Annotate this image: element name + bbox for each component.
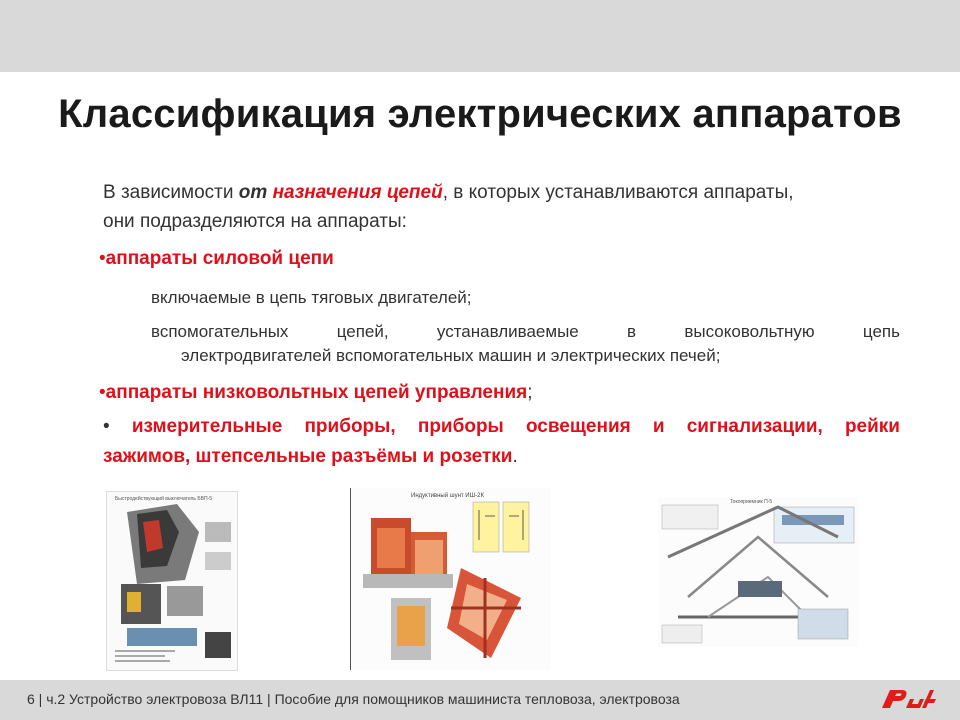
inductive-shunt-drawing-icon [351,488,551,670]
top-band [0,0,960,72]
pantograph-drawing-image [658,497,858,647]
subitem-aux-line1: вспомогательных цепей, устанавливаемые в высоковольтную цепь [151,322,900,341]
image-caption: Токоприемник П-5 [730,499,773,505]
image-caption: Быстродействующий выключатель БВП-5 [115,496,213,502]
inductive-shunt-drawing-image [350,488,551,670]
bullet-suffix: ; [527,382,533,403]
bullet-low-voltage [99,380,900,406]
intro-part1: В зависимости [103,182,239,203]
bullet-marker: • [103,416,132,437]
bullet-text: аппараты силовой цепи [105,248,334,269]
bullet-instruments-line2 [103,442,900,472]
bullet-power-circuit [99,246,900,272]
slide-body [99,178,900,472]
circuit-breaker-drawing-icon [107,492,237,670]
footer-text: 6 | ч.2 Устройство электровоза ВЛ11 | Пособие для помощников машиниста тепловоза, электровоза [27,691,680,707]
pantograph-drawing-icon [658,497,858,647]
subitem-aux-line2: электродвигателей вспомогательных машин и электрических печей; [181,346,721,365]
bullet-text-line1: измерительные приборы, приборы освещения и сигнализации, рейки [131,416,900,437]
bullet-text-line2: зажимов, штепсельные разъёмы и розетки [103,446,513,467]
bullet-marker: • [99,382,106,403]
bullet-instruments [103,412,900,472]
footer-bar [0,680,960,720]
intro-em-ot: от [238,182,268,203]
bullet-text: аппараты низковольтных цепей управления [105,382,528,403]
intro-paragraph [103,178,900,236]
bullet-suffix: . [512,446,518,467]
intro-line2: они подразделяются на аппараты: [103,211,407,232]
rzd-logo-icon [878,684,938,714]
slide-title: Классификация электрических аппаратов [58,92,902,136]
subitem-traction: включаемые в цепь тяговых двигателей; [151,288,472,307]
circuit-breaker-drawing-image [106,491,238,671]
bullet-marker: • [99,248,106,269]
intro-em-naznach: назначения цепей [272,182,443,203]
image-caption: Индуктивный шунт ИШ-2К [411,493,484,499]
intro-part2: , в которых устанавливаются аппараты, [442,182,794,203]
bullet-instruments-line1 [103,412,900,442]
